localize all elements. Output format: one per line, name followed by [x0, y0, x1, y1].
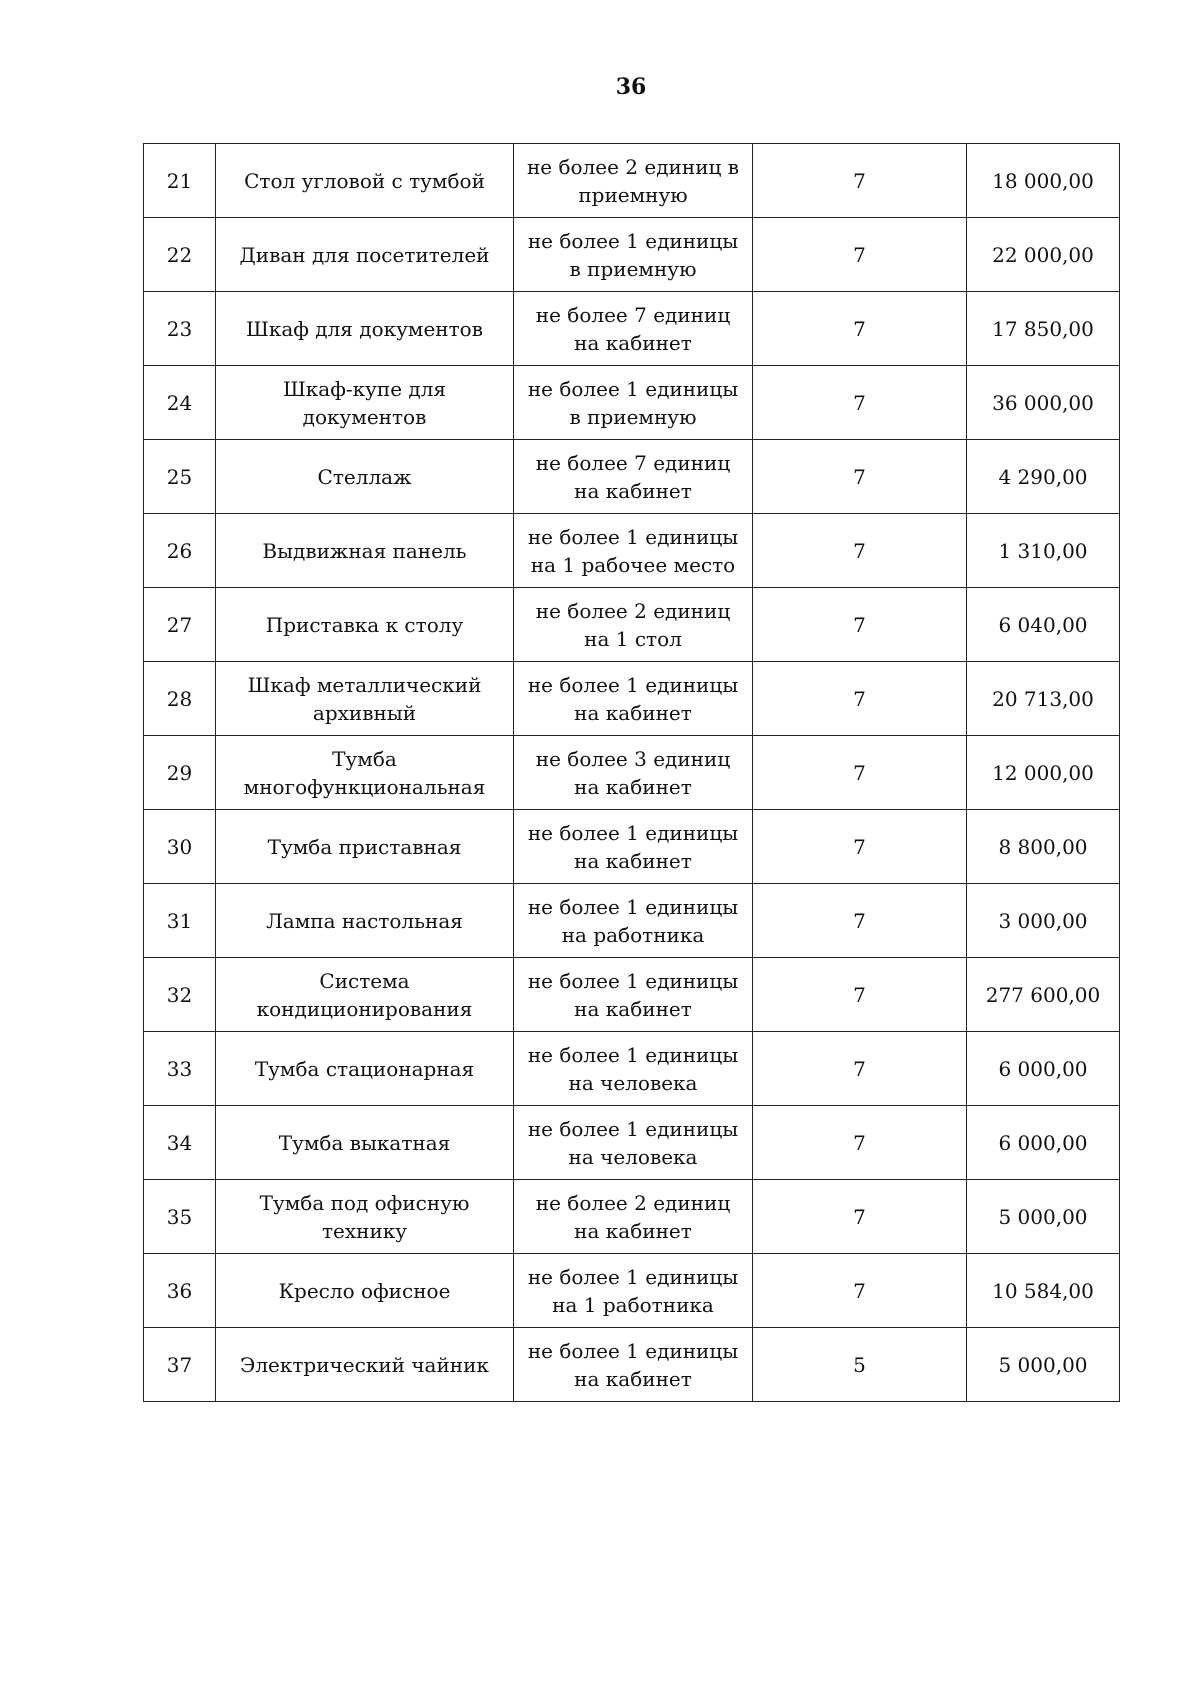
table-row: [144, 736, 1120, 810]
item-name: Выдвижная панель: [216, 514, 514, 588]
item-norm: не более 2 единиц на 1 стол: [514, 588, 753, 662]
item-norm: не более 1 единицы на человека: [514, 1106, 753, 1180]
item-price: 10 584,00: [967, 1254, 1120, 1328]
item-norm: не более 1 единицы на работника: [514, 884, 753, 958]
service-life: 7: [753, 736, 967, 810]
item-name: Приставка к столу: [216, 588, 514, 662]
item-norm: не более 1 единицы на человека: [514, 1032, 753, 1106]
item-price: 3 000,00: [967, 884, 1120, 958]
item-norm: не более 1 единицы в приемную: [514, 366, 753, 440]
table-row: [144, 218, 1120, 292]
table-row: [144, 1106, 1120, 1180]
item-price: 6 000,00: [967, 1032, 1120, 1106]
item-norm: не более 1 единицы на 1 рабочее место: [514, 514, 753, 588]
service-life: 7: [753, 218, 967, 292]
row-number: 30: [144, 810, 216, 884]
item-name: Тумба выкатная: [216, 1106, 514, 1180]
service-life: 7: [753, 366, 967, 440]
row-number: 28: [144, 662, 216, 736]
item-price: 36 000,00: [967, 366, 1120, 440]
item-norm: не более 1 единицы в приемную: [514, 218, 753, 292]
item-norm: не более 7 единиц на кабинет: [514, 292, 753, 366]
item-price: 12 000,00: [967, 736, 1120, 810]
item-norm: не более 2 единиц в приемную: [514, 144, 753, 218]
item-name: Тумба стационарная: [216, 1032, 514, 1106]
table-row: [144, 810, 1120, 884]
item-name: Тумба приставная: [216, 810, 514, 884]
table-row: [144, 440, 1120, 514]
service-life: 7: [753, 662, 967, 736]
table-row: [144, 588, 1120, 662]
service-life: 7: [753, 292, 967, 366]
item-norm: не более 1 единицы на кабинет: [514, 1328, 753, 1402]
service-life: 7: [753, 1254, 967, 1328]
item-name: Лампа настольная: [216, 884, 514, 958]
table-row: [144, 292, 1120, 366]
item-price: 17 850,00: [967, 292, 1120, 366]
page-number: 36: [615, 74, 647, 100]
row-number: 36: [144, 1254, 216, 1328]
item-name: Кресло офисное: [216, 1254, 514, 1328]
item-norm: не более 1 единицы на кабинет: [514, 810, 753, 884]
item-name: Электрический чайник: [216, 1328, 514, 1402]
row-number: 33: [144, 1032, 216, 1106]
row-number: 37: [144, 1328, 216, 1402]
item-price: 22 000,00: [967, 218, 1120, 292]
row-number: 22: [144, 218, 216, 292]
row-number: 31: [144, 884, 216, 958]
table-row: [144, 662, 1120, 736]
service-life: 7: [753, 1106, 967, 1180]
item-name: Стол угловой с тумбой: [216, 144, 514, 218]
service-life: 7: [753, 958, 967, 1032]
item-price: 4 290,00: [967, 440, 1120, 514]
item-norm: не более 1 единицы на кабинет: [514, 958, 753, 1032]
table-row: [144, 144, 1120, 218]
item-norm: не более 2 единиц на кабинет: [514, 1180, 753, 1254]
service-life: 7: [753, 884, 967, 958]
item-name: Тумба под офисную технику: [216, 1180, 514, 1254]
item-price: 20 713,00: [967, 662, 1120, 736]
item-price: 5 000,00: [967, 1328, 1120, 1402]
service-life: 7: [753, 440, 967, 514]
row-number: 23: [144, 292, 216, 366]
item-price: 5 000,00: [967, 1180, 1120, 1254]
row-number: 26: [144, 514, 216, 588]
furniture-norms-table: [143, 143, 1120, 1402]
item-name: Система кондиционирования: [216, 958, 514, 1032]
service-life: 7: [753, 514, 967, 588]
row-number: 21: [144, 144, 216, 218]
service-life: 7: [753, 144, 967, 218]
row-number: 34: [144, 1106, 216, 1180]
service-life: 7: [753, 1032, 967, 1106]
item-name: Тумба многофункциональная: [216, 736, 514, 810]
item-price: 277 600,00: [967, 958, 1120, 1032]
item-name: Диван для посетителей: [216, 218, 514, 292]
table-row: [144, 958, 1120, 1032]
service-life: 7: [753, 810, 967, 884]
service-life: 7: [753, 1180, 967, 1254]
row-number: 35: [144, 1180, 216, 1254]
item-name: Шкаф металлический архивный: [216, 662, 514, 736]
table-row: [144, 884, 1120, 958]
table-row: [144, 1180, 1120, 1254]
item-price: 18 000,00: [967, 144, 1120, 218]
item-norm: не более 1 единицы на 1 работника: [514, 1254, 753, 1328]
row-number: 24: [144, 366, 216, 440]
item-name: Стеллаж: [216, 440, 514, 514]
row-number: 25: [144, 440, 216, 514]
row-number: 32: [144, 958, 216, 1032]
table-row: [144, 514, 1120, 588]
item-price: 1 310,00: [967, 514, 1120, 588]
item-norm: не более 1 единицы на кабинет: [514, 662, 753, 736]
item-price: 6 040,00: [967, 588, 1120, 662]
item-norm: не более 3 единиц на кабинет: [514, 736, 753, 810]
table-row: [144, 1254, 1120, 1328]
item-name: Шкаф для документов: [216, 292, 514, 366]
table-row: [144, 366, 1120, 440]
item-price: 6 000,00: [967, 1106, 1120, 1180]
service-life: 5: [753, 1328, 967, 1402]
service-life: 7: [753, 588, 967, 662]
row-number: 27: [144, 588, 216, 662]
table-row: [144, 1032, 1120, 1106]
table-row: [144, 1328, 1120, 1402]
row-number: 29: [144, 736, 216, 810]
item-price: 8 800,00: [967, 810, 1120, 884]
item-name: Шкаф-купе для документов: [216, 366, 514, 440]
item-norm: не более 7 единиц на кабинет: [514, 440, 753, 514]
